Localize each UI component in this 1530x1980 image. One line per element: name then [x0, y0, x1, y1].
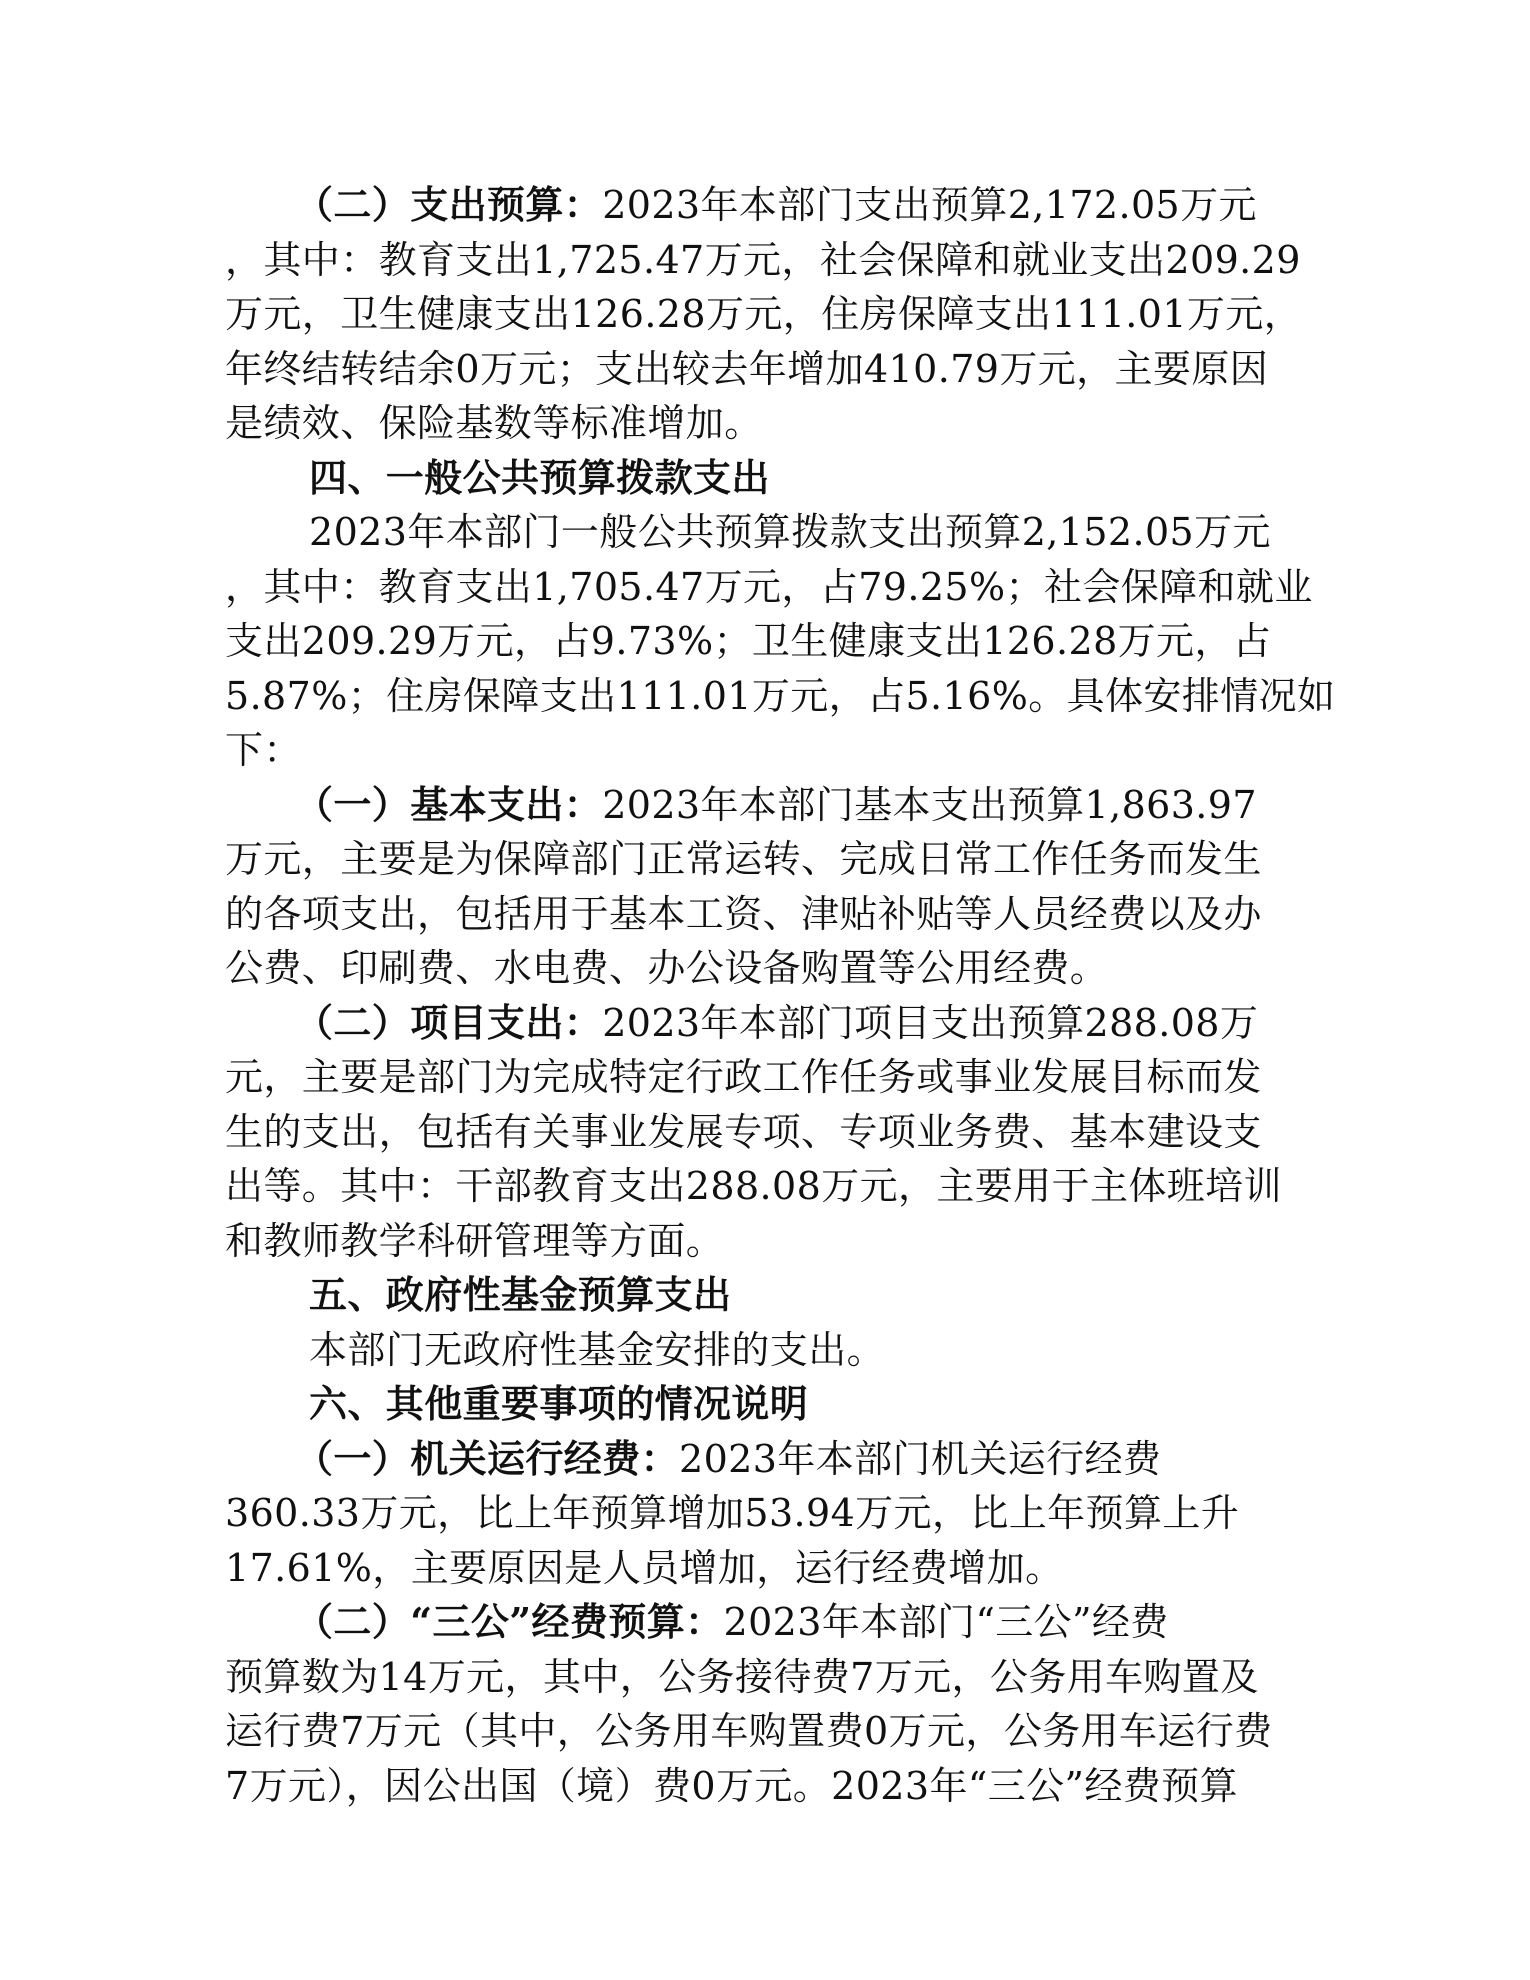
text-line — [225, 287, 1305, 342]
text-line — [225, 1704, 1305, 1759]
text-line — [225, 1323, 1305, 1378]
bold-heading: （二）支出预算： — [295, 182, 603, 227]
text-line — [225, 1650, 1305, 1705]
text-line — [225, 996, 1305, 1051]
text-line — [225, 778, 1305, 833]
line-text: 7万元），因公出国（境）费0万元。2023年“三公”经费预算 — [225, 1763, 1238, 1808]
line-text: 和教师教学科研管理等方面。 — [225, 1218, 725, 1263]
line-text: 本部门无政府性基金安排的支出。 — [309, 1327, 886, 1372]
text-line — [225, 1486, 1305, 1541]
text-line — [225, 1159, 1305, 1214]
text-line — [225, 342, 1305, 397]
text-line — [225, 1214, 1305, 1269]
line-text: 2023年本部门机关运行经费 — [679, 1436, 1162, 1481]
line-text: ，其中：教育支出1,705.47万元，占79.25%；社会保障和就业 — [225, 564, 1313, 609]
line-text: 公费、印刷费、水电费、办公设备购置等公用经费。 — [225, 946, 1109, 990]
line-text: 万元，卫生健康支出126.28万元，住房保障支出111.01万元， — [225, 292, 1303, 336]
text-line — [225, 1432, 1305, 1487]
text-line — [225, 941, 1305, 996]
text-line — [225, 178, 1305, 233]
line-text: 运行费7万元（其中，公务用车购置费0万元，公务用车运行费 — [225, 1709, 1273, 1753]
bold-heading: 五、政府性基金预算支出 — [309, 1272, 732, 1317]
text-line — [225, 723, 1305, 778]
text-line — [225, 1595, 1305, 1650]
line-text: 生的支出，包括有关事业发展专项、专项业务费、基本建设支 — [225, 1109, 1262, 1154]
line-text: 出等。其中：干部教育支出288.08万元，主要用于主体班培训 — [225, 1164, 1282, 1208]
bold-heading: 六、其他重要事项的情况说明 — [309, 1381, 809, 1426]
line-text: 年终结转结余0万元；支出较去年增加410.79万元，主要原因 — [225, 346, 1269, 391]
text-line — [225, 614, 1305, 669]
text-line — [225, 233, 1305, 288]
line-text: 2023年本部门项目支出预算288.08万 — [602, 1000, 1259, 1045]
line-text: 360.33万元，比上年预算增加53.94万元，比上年预算上升 — [225, 1491, 1240, 1535]
text-line — [225, 887, 1305, 942]
line-text: 元，主要是部门为完成特定行政工作任务或事业发展目标而发 — [225, 1055, 1262, 1099]
line-text: 2023年本部门支出预算2,172.05万元 — [602, 183, 1257, 227]
text-line — [225, 1759, 1305, 1814]
line-text: 支出209.29万元，占9.73%；卫生健康支出126.28万元，占 — [225, 619, 1272, 663]
line-text: 5.87%；住房保障支出111.01万元，占5.16%。具体安排情况如 — [225, 673, 1336, 718]
text-line — [225, 1050, 1305, 1105]
line-text: 预算数为14万元，其中，公务接待费7万元，公务用车购置及 — [225, 1654, 1259, 1699]
bold-heading: （二）项目支出： — [295, 999, 603, 1045]
text-line — [225, 669, 1336, 724]
line-text: 2023年本部门“三公”经费 — [723, 1600, 1169, 1644]
text-line — [225, 505, 1305, 560]
line-text: 17.61%，主要原因是人员增加，运行经费增加。 — [225, 1545, 1064, 1590]
text-line — [225, 1541, 1305, 1596]
text-line — [225, 396, 1305, 451]
line-text: 下： — [225, 728, 302, 772]
bold-heading: （二）“三公”经费预算： — [295, 1599, 724, 1644]
line-text: ，其中：教育支出1,725.47万元，社会保障和就业支出209.29 — [225, 237, 1301, 282]
line-text: 2023年本部门一般公共预算拨款支出预算2,152.05万元 — [309, 510, 1271, 554]
bold-heading: （一）机关运行经费： — [295, 1435, 680, 1481]
bold-heading: 四、一般公共预算拨款支出 — [309, 454, 770, 500]
text-line — [225, 451, 1305, 506]
text-line — [225, 832, 1305, 887]
line-text: 2023年本部门基本支出预算1,863.97 — [602, 782, 1257, 827]
line-text: 是绩效、保险基数等标准增加。 — [225, 401, 763, 445]
text-line — [225, 1377, 1305, 1432]
document-page — [225, 178, 1336, 1813]
text-line — [225, 1105, 1305, 1160]
line-text: 万元，主要是为保障部门正常运转、完成日常工作任务而发生 — [225, 837, 1262, 881]
bold-heading: （一）基本支出： — [295, 781, 603, 827]
text-line — [225, 560, 1313, 615]
text-line — [225, 1268, 1305, 1323]
line-text: 的各项支出，包括用于基本工资、津贴补贴等人员经费以及办 — [225, 891, 1262, 936]
